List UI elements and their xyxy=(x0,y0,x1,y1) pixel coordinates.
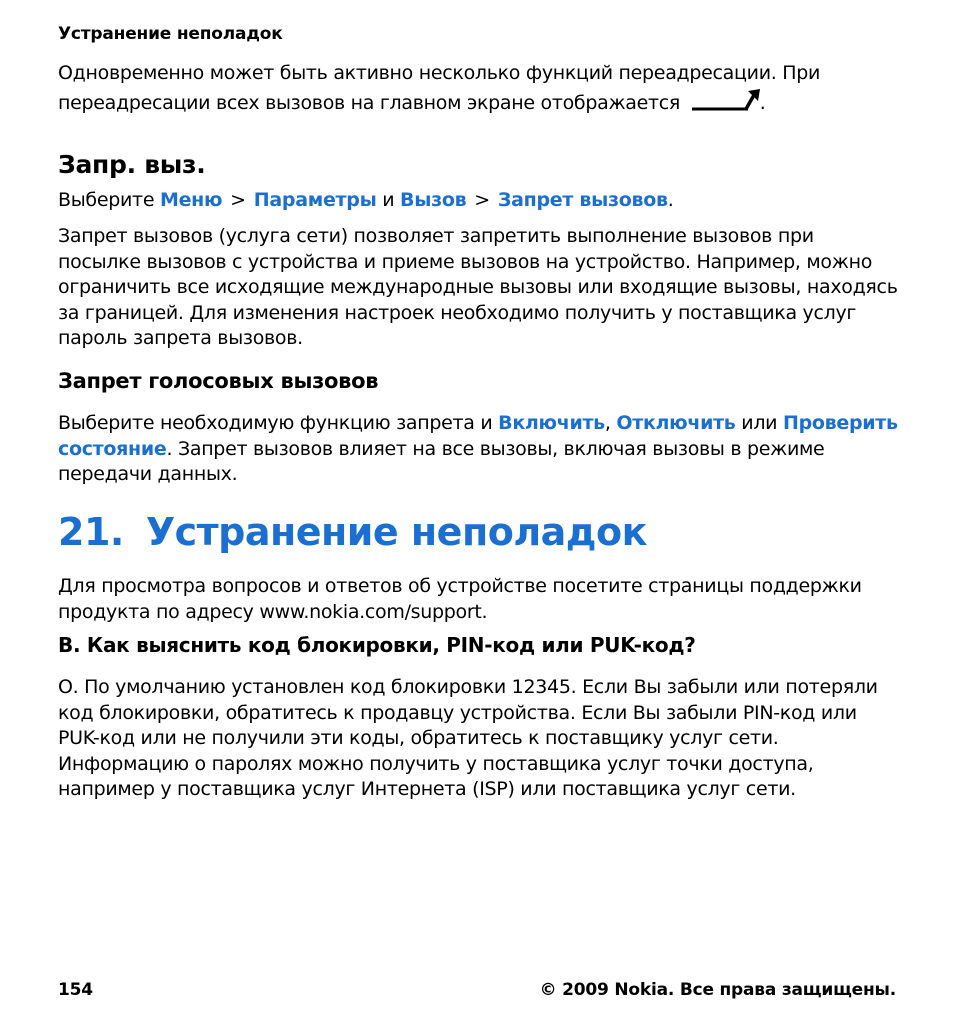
path-end: . xyxy=(667,189,674,211)
menu-path xyxy=(58,188,898,214)
call-forward-icon xyxy=(690,87,760,121)
call-barring-link[interactable]: Запрет вызовов xyxy=(497,189,668,211)
forwarding-text: Одновременно может быть активно несколько функций переадресации. При переадресации всех вызовов на главном экране отображается xyxy=(58,62,821,114)
path-and: и xyxy=(382,189,395,211)
call-barring-description: Запрет вызовов (услуга сети) позволяет запретить выполнение вызовов при посылке вызовов с устройства и приеме вызовов на устройство. Например, можно ограничить все исходящие международные вызовы или входящие вызовы, находясь за границей. Для изменения настроек необходимо получить у поставщика услуг пароль запрета вызовов. xyxy=(58,225,898,350)
deactivate-link[interactable]: Отключить xyxy=(616,412,736,434)
voice-prefix: Выберите необходимую функцию запрета и xyxy=(58,412,493,434)
copyright: © 2009 Nokia. Все права защищены. xyxy=(539,980,896,1000)
voice-or: или xyxy=(741,412,778,434)
chapter-title-text: Устранение неполадок xyxy=(145,510,647,554)
forwarding-period: . xyxy=(759,91,766,114)
call-barring-heading: Запр. выз. xyxy=(58,150,206,179)
voice-barring-heading: Запрет голосовых вызовов xyxy=(58,369,379,393)
call-link[interactable]: Вызов xyxy=(400,189,467,211)
path-prefix: Выберите xyxy=(58,189,155,211)
menu-link[interactable]: Меню xyxy=(159,189,223,211)
faq-answer: О. По умолчанию установлен код блокировки 12345. Если Вы забыли или потеряли код блокировки, обратитесь к продавцу устройства. Если Вы забыли PIN-код или PUK-код или не получили эти коды, обратитесь к поставщику услуг сети. Информацию о паролях можно получить у поставщика услуг точки доступа, например у поставщика услуг Интернета (ISP) или поставщика услуг сети. xyxy=(58,676,878,801)
chapter-number: 21. xyxy=(58,510,124,554)
path-separator: > xyxy=(474,189,490,211)
support-paragraph: Для просмотра вопросов и ответов об устройстве посетите страницы поддержки продукта по адресу www.nokia.com/support. xyxy=(58,575,862,623)
faq-question: В. Как выяснить код блокировки, PIN-код или PUK-код? xyxy=(58,633,696,657)
voice-suffix: . Запрет вызовов влияет на все вызовы, включая вызовы в режиме передачи данных. xyxy=(58,437,825,486)
activate-link[interactable]: Включить xyxy=(498,412,605,434)
running-header: Устранение неполадок xyxy=(58,24,283,44)
check-status-link[interactable]: Проверить состояние xyxy=(58,412,898,460)
settings-link[interactable]: Параметры xyxy=(253,189,377,211)
forwarding-paragraph xyxy=(58,61,898,120)
voice-comma: , xyxy=(604,412,611,434)
voice-barring-description xyxy=(58,411,898,488)
path-separator: > xyxy=(230,189,246,211)
page-number: 154 xyxy=(58,980,93,1000)
chapter-title xyxy=(58,510,647,554)
